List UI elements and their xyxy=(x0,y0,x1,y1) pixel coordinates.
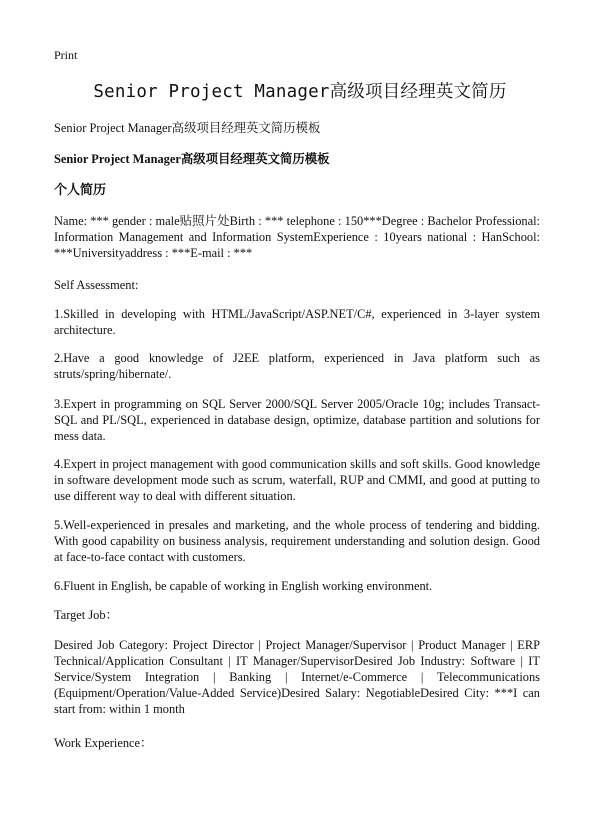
self-assessment-label: Self Assessment: xyxy=(54,278,139,292)
assessment-item-2: 2.Have a good knowledge of J2EE platform, experienced in Java platform such as struts/spring/hibernate/. xyxy=(54,351,540,381)
assessment-item-5: 5.Well-experienced in presales and marketing, and the whole process of tendering and bidding. With good capability on business analysis, requirement understanding and solution design. Good at face-to-face contact with customers. xyxy=(54,518,540,564)
target-job-label: Target Job： xyxy=(54,608,118,622)
desired-job-paragraph: Desired Job Category: Project Director | Project Manager/Supervisor | Product Manager | ERP Technical/Application Consultant | IT Manager/SupervisorDesired Job Industry: Software | IT Service/System Integration | Banking | Internet/e-Commerce | Telecommunications (Equipment/Operation/Value-Added Service)Desired Salary: NegotiableDesired City: ***I can start from: within 1 month xyxy=(54,638,540,716)
print-label: Print xyxy=(54,48,78,62)
personal-info-paragraph: Name: *** gender : male贴照片处Birth : *** telephone : 150***Degree : Bachelor Professional: Information Management and Information SystemExperience : 10years national : HanSchool: ***Universityaddress : ***E-mail : *** xyxy=(54,214,540,260)
document-subtitle: Senior Project Manager高级项目经理英文简历模板 xyxy=(54,121,321,135)
assessment-item-6: 6.Fluent in English, be capable of working in English working environment. xyxy=(54,579,433,593)
assessment-item-3: 3.Expert in programming on SQL Server 2000/SQL Server 2005/Oracle 10g; includes Transact-SQL and PL/SQL, experienced in database design, optimize, database partition and solutions for mess data. xyxy=(54,397,540,443)
assessment-item-1: 1.Skilled in developing with HTML/JavaScript/ASP.NET/C#, experienced in 3-layer system architecture. xyxy=(54,307,540,337)
resume-heading: Senior Project Manager高级项目经理英文简历模板 xyxy=(54,152,330,166)
assessment-item-4: 4.Expert in project management with good communication skills and soft skills. Good knowledge in software development mode such as scrum, waterfall, RUP and CMMI, and good at putting to use different way to deal with different situation. xyxy=(54,457,540,503)
document-title: Senior Project Manager高级项目经理英文简历 xyxy=(93,82,507,102)
work-experience-label: Work Experience： xyxy=(54,736,153,750)
personal-resume-heading: 个人简历 xyxy=(54,182,107,197)
